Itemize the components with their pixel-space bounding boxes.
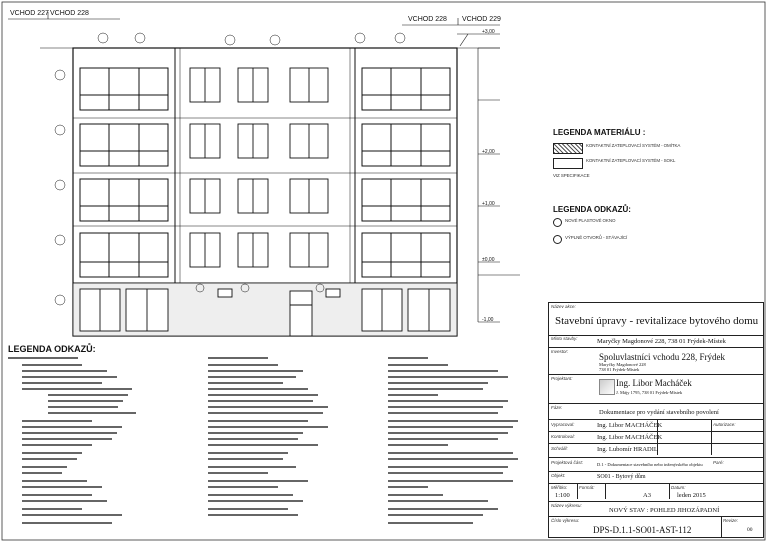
hatch-swatch [553,143,583,154]
ref-circle-icon [553,218,562,227]
legend-ref-item: VÝPLNĚ OTVORŮ - STÁVAJÍCÍ [565,235,628,240]
legend-material-note: VIZ SPECIFIKACE [553,173,590,178]
object: SO01 - Bytový dům [597,474,646,480]
label-number: Číslo výkresu: [551,518,580,523]
phase: Dokumentace pro vydání stavebního povolení [599,409,719,416]
legend-refs-right [553,205,631,245]
legend-refs-title: LEGENDA ODKAZŮ: [553,205,631,214]
drawing-title: NOVÝ STAV : POHLED JIHOZÁPADNÍ [609,507,720,514]
label-approved: Schválil: [551,446,568,451]
label-format: Formát: [579,485,595,490]
entrance-label: VCHOD 228 [408,16,447,23]
scale: 1:100 [555,492,570,499]
label-sheet: Paré: [713,460,724,465]
entrance-lines [0,0,767,60]
elevation-label: +1,00 [482,201,495,207]
designer: Ing. Libor Macháček [616,378,692,388]
label-part: Projektová část: [551,460,584,465]
label-place: Místo stavby: [551,336,578,341]
drawing-number: DPS-D.1.1-SO01-AST-112 [593,525,692,535]
legend-ref-item: NOVÉ PLASTOVÉ OKNO [565,218,616,223]
label-checked: Kontroloval: [551,434,575,439]
label-drawing: Název výkresu: [551,503,582,508]
checked-by: Ing. Libor MACHÁČEK [597,434,663,441]
elevation-label: ±0,00 [482,257,495,263]
label-phase: Fáze: [551,405,563,410]
entrance-label: VCHOD 228 [50,10,89,17]
ref-circle-icon [553,235,562,244]
designer-logo [599,379,615,395]
revision: 00 [747,527,753,533]
approved-by: Ing. Lubomír HRADIL [597,446,658,453]
label-investor: Investor: [551,349,569,354]
title-block [548,302,764,538]
label-made: Vypracoval: [551,422,575,427]
label-scale: Měřítko: [551,485,568,490]
legend-refs-bottom [8,344,96,354]
elevation-label: +3,00 [482,29,495,35]
designer-address: J. Májy 1795, 738 01 Frýdek-Místek [616,390,683,395]
place: Maryčky Magdonové 228, 738 01 Frýdek-Místek [597,338,726,345]
legend-refs-bottom-title: LEGENDA ODKAZŮ: [8,344,96,354]
legend-material [553,128,680,179]
entrance-label: VCHOD 227 [10,10,49,17]
legend-text-columns [8,355,548,537]
project-title: Stavební úpravy - revitalizace bytového domu [555,315,759,327]
made-by: Ing. Libor MACHÁČEK [597,422,663,429]
label-designer: Projektant: [551,376,573,381]
label-object: Objekt: [551,473,566,478]
label-date: Datum: [671,485,686,490]
elevation-label: -1,00 [482,317,494,323]
date: leden 2015 [677,492,706,499]
investor: Spoluvlastníci vchodu 228, Frýdek [599,352,725,362]
elevation-label: +2,00 [482,149,495,155]
label-revision: Revize: [723,518,739,523]
label-authorization: Autorizace: [713,422,736,427]
investor-address: Maryčky Magdonové 228 [599,362,646,367]
project-part: D.1 - Dokumentace stavebního nebo inženýrského objektu [597,462,703,467]
entrance-label: VCHOD 229 [462,16,501,23]
legend-material-item: KONTAKTNÍ ZATEPLOVACÍ SYSTÉM - SOKL [586,158,676,163]
legend-material-item: KONTAKTNÍ ZATEPLOVACÍ SYSTÉM - OMÍTKA [586,143,681,148]
format: A3 [643,492,651,499]
label-action: Název akce: [551,304,576,309]
investor-address: 738 01 Frýdek-Místek [599,367,640,372]
legend-material-title: LEGENDA MATERIÁLU : [553,128,646,137]
plain-swatch [553,158,583,169]
